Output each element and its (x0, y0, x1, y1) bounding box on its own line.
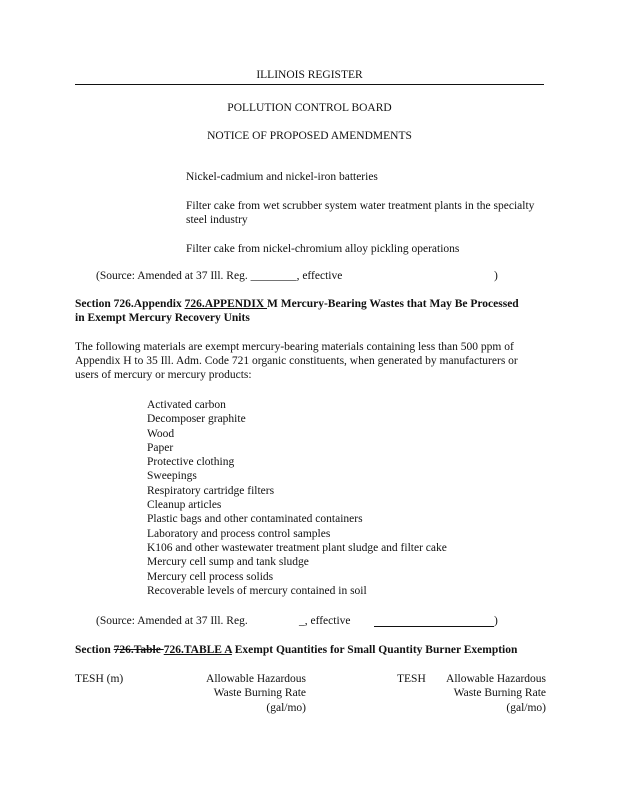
list-item: Plastic bags and other contaminated containers (147, 513, 363, 526)
table-col-tesh: TESH (397, 673, 426, 685)
list-item: K106 and other wastewater treatment plant sludge and filter cake (147, 541, 447, 554)
source-note-2-blank (374, 626, 494, 627)
list-item: Activated carbon (147, 399, 226, 411)
list-item: Mercury cell sump and tank sludge (147, 556, 309, 569)
list-item-batteries: Nickel-cadmium and nickel-iron batteries (186, 171, 378, 183)
section-m-underlined: 726.APPENDIX (184, 298, 268, 310)
section-appendix-m-heading (75, 297, 519, 311)
source-note-1-close: ) (494, 270, 498, 282)
list-item: Respiratory cartridge filters (147, 484, 275, 497)
list-item: Decomposer graphite (147, 413, 246, 426)
section-m-letter: M (267, 298, 278, 310)
table-col-tesh-m: TESH (m) (75, 673, 124, 685)
section-a-prefix: Section (75, 644, 114, 656)
table-col-allowable-1-line1: Allowable Hazardous (206, 673, 306, 685)
intro-line-2: Appendix H to 35 Ill. Adm. Code 721 organic constituents, when generated by manufacturers or (75, 355, 518, 367)
list-item: Protective clothing (147, 456, 235, 469)
list-item: Cleanup articles (147, 499, 222, 512)
source-note-2: (Source: Amended at 37 Ill. Reg. (96, 615, 248, 627)
table-col-allowable-2 (426, 672, 546, 715)
list-item-filter-cake-scrubber-line1: Filter cake from wet scrubber system water treatment plants in the specialty (186, 200, 535, 212)
section-appendix-m-heading-line2: in Exempt Mercury Recovery Units (75, 312, 250, 324)
source-note-2-close: ) (494, 615, 498, 627)
section-m-prefix: Section 726.Appendix (75, 298, 185, 310)
intro-line-1: The following materials are exempt mercury-bearing materials containing less than 500 ppm of (75, 341, 514, 353)
register-title: ILLINOIS REGISTER (256, 69, 363, 81)
table-col-allowable-2-line3: (gal/mo) (506, 701, 546, 714)
header-rule (75, 84, 544, 85)
board-title: POLLUTION CONTROL BOARD (227, 102, 392, 114)
section-a-title: Exempt Quantities for Small Quantity Burner Exemption (231, 644, 518, 656)
section-a-struck: 726.Table (113, 644, 164, 656)
table-col-allowable-2-line1: Allowable Hazardous (446, 673, 546, 685)
materials-list (147, 398, 447, 598)
table-col-allowable-1-line2: Waste Burning Rate (213, 687, 306, 700)
intro-line-3: users of mercury or mercury products: (75, 369, 252, 381)
table-col-allowable-2-line2: Waste Burning Rate (453, 687, 546, 700)
notice-title: NOTICE OF PROPOSED AMENDMENTS (207, 130, 412, 142)
list-item-filter-cake-scrubber-line2: steel industry (186, 214, 248, 226)
table-col-allowable-1 (186, 672, 306, 715)
list-item: Wood (147, 427, 175, 440)
source-note-1: (Source: Amended at 37 Ill. Reg. ________, effective (96, 270, 343, 282)
table-col-allowable-1-line3: (gal/mo) (266, 701, 306, 714)
list-item: Laboratory and process control samples (147, 527, 331, 540)
section-a-underlined: 726.TABLE A (163, 644, 232, 656)
list-item: Sweepings (147, 470, 197, 483)
section-table-a-heading (75, 643, 517, 657)
source-note-2-effective: _, effective (299, 615, 351, 627)
list-item-filter-cake-pickling: Filter cake from nickel-chromium alloy pickling operations (186, 243, 460, 255)
list-item: Recoverable levels of mercury contained in soil (147, 584, 367, 597)
list-item: Mercury cell process solids (147, 570, 274, 583)
list-item: Paper (147, 441, 174, 454)
section-m-title: Mercury-Bearing Wastes that May Be Processed (277, 298, 519, 310)
